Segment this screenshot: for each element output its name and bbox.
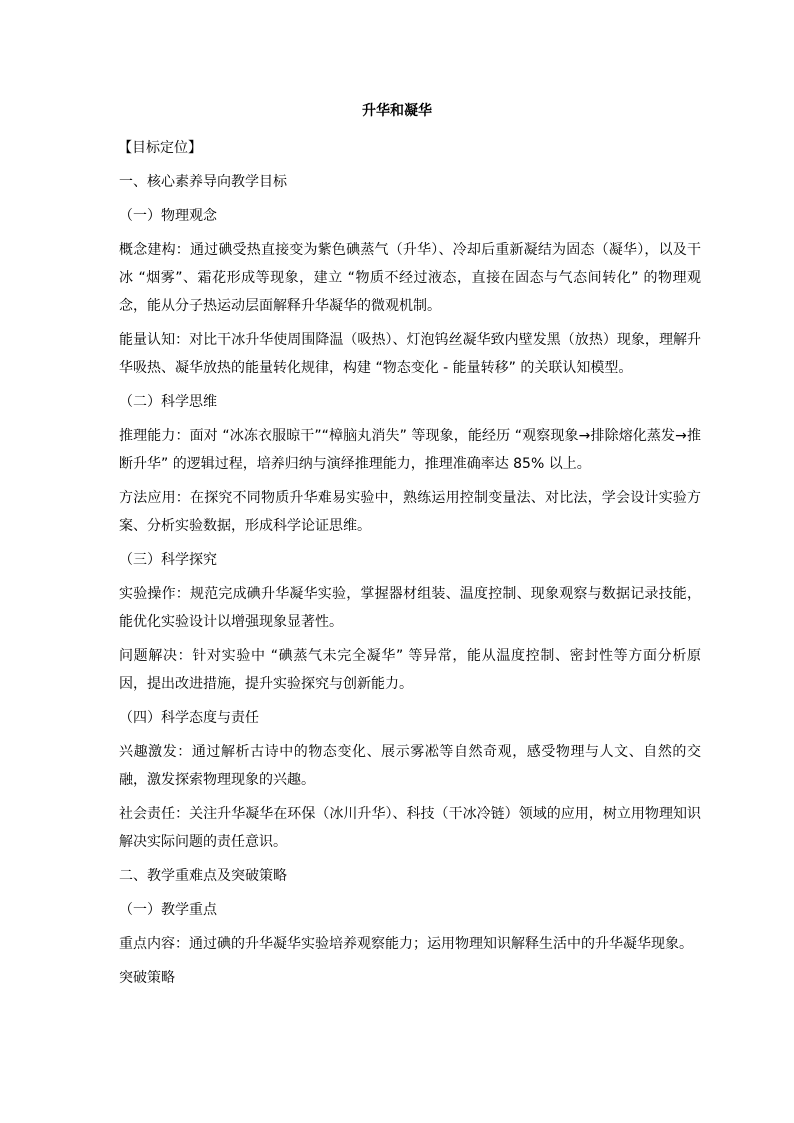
paragraph-target-heading: 【目标定位】 xyxy=(118,140,202,156)
paragraph-reasoning-ability: 推理能力：面对 “冰冻衣服晾干”“樟脑丸消失” 等现象，能经历 “观察现象→排除熔化蒸发→推断升华” 的逻辑过程，培养归纳与演绎推理能力，推理准确率达 85% 以上。 xyxy=(119,428,701,472)
paragraph-focus-content: 重点内容：通过碘的升华凝华实验培养观察能力；运用物理知识解释生活中的升华凝华现象。 xyxy=(119,936,693,952)
document-body xyxy=(119,134,701,998)
section-heading-key-points: 二、教学重难点及突破策略 xyxy=(119,868,287,884)
paragraph-energy-cognition: 能量认知：对比干冰升华使周围降温（吸热）、灯泡钨丝凝华致内壁发黑（放热）现象，理解升华吸热、凝华放热的能量转化规律，构建 “物态变化 - 能量转移” 的关联认知模型。 xyxy=(119,332,701,376)
subsection-heading-physics-concepts: （一）物理观念 xyxy=(119,208,217,224)
paragraph-problem-solving: 问题解决：针对实验中 “碘蒸气未完全凝华” 等异常，能从温度控制、密封性等方面分析原因，提出改进措施，提升实验探究与创新能力。 xyxy=(119,648,701,692)
paragraph-interest-stimulation: 兴趣激发：通过解析古诗中的物态变化、展示雾凇等自然奇观，感受物理与人文、自然的交融，激发探索物理现象的兴趣。 xyxy=(119,744,701,788)
paragraph-experiment-operation: 实验操作：规范完成碘升华凝华实验，掌握器材组装、温度控制、现象观察与数据记录技能，能优化实验设计以增强现象显著性。 xyxy=(119,586,701,630)
paragraph-method-application: 方法应用：在探究不同物质升华难易实验中，熟练运用控制变量法、对比法，学会设计实验方案、分析实验数据，形成科学论证思维。 xyxy=(119,490,701,534)
document-title: 升华和凝华 xyxy=(362,103,432,119)
subsection-heading-teaching-focus: （一）教学重点 xyxy=(119,902,217,918)
paragraph-concept-building: 概念建构：通过碘受热直接变为紫色碘蒸气（升华）、冷却后重新凝结为固态（凝华），以及干冰 “烟雾”、霜花形成等现象，建立 “物质不经过液态，直接在固态与气态间转化” 的物理观念，能从分子热运动层面解释升华凝华的微观机制。 xyxy=(119,242,701,314)
subsection-heading-scientific-thinking: （二）科学思维 xyxy=(119,394,217,410)
subsection-heading-scientific-inquiry: （三）科学探究 xyxy=(119,552,217,568)
subsection-heading-attitude-responsibility: （四）科学态度与责任 xyxy=(119,710,259,726)
paragraph-social-responsibility: 社会责任：关注升华凝华在环保（冰川升华）、科技（干冰冷链）领域的应用，树立用物理知识解决实际问题的责任意识。 xyxy=(119,806,701,850)
section-heading-goals: 一、核心素养导向教学目标 xyxy=(119,174,287,190)
paragraph-breakthrough-strategy: 突破策略 xyxy=(119,970,175,986)
